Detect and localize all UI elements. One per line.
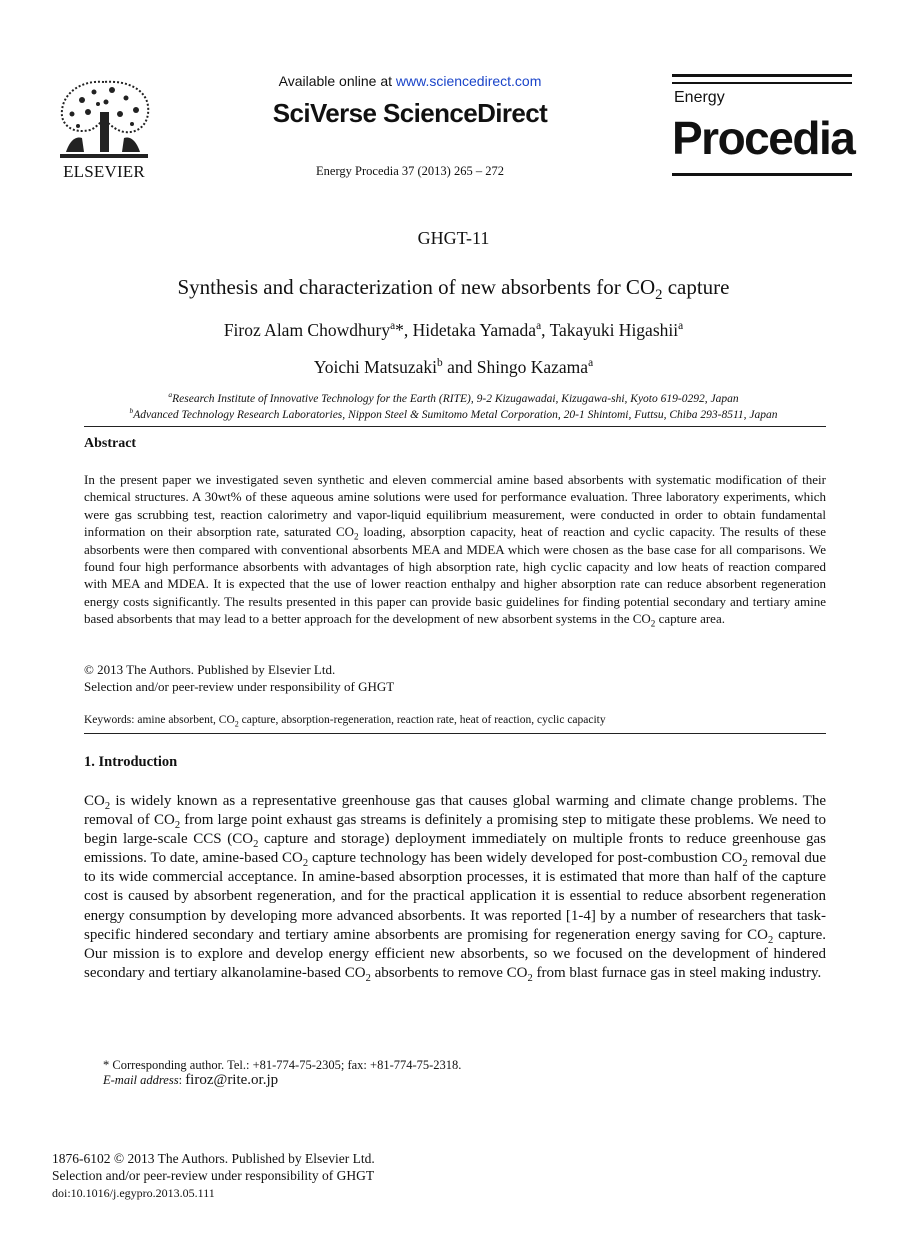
affiliation bbox=[0, 390, 907, 405]
author-affiliation-mark: a bbox=[536, 320, 542, 333]
body-text: from blast furnace gas in steel making industry. bbox=[532, 964, 822, 981]
corresponding-author-note: * Corresponding author. Tel.: +81-774-75-2305; fax: +81-774-75-2318. bbox=[103, 1058, 462, 1072]
subscript: 2 bbox=[767, 934, 774, 946]
affiliation-mark: b bbox=[129, 406, 134, 416]
footer-doi[interactable]: doi:10.1016/j.egypro.2013.05.111 bbox=[52, 1186, 215, 1200]
platform-logo: SciVerse ScienceDirect bbox=[272, 98, 548, 128]
subscript: 2 bbox=[354, 531, 359, 542]
subscript: 2 bbox=[253, 839, 259, 851]
author-separator: and bbox=[442, 357, 477, 377]
author-name: Yoichi Matsuzaki bbox=[313, 357, 438, 377]
logo-rule bbox=[672, 74, 852, 77]
keywords bbox=[84, 714, 826, 729]
footer-peer-review: Selection and/or peer-review under responsibility of GHGT bbox=[52, 1168, 375, 1183]
affiliation-text: Advanced Technology Research Laboratories, Nippon Steel & Sumitomo Metal Corporation, 20-1 Shintomi, Futtsu, Chiba 293-8511, Japan bbox=[133, 409, 778, 421]
introduction-body bbox=[84, 792, 826, 983]
body-text: is widely known as a representative greenhouse gas that causes global warming and climate change problems. The removal of CO bbox=[84, 793, 826, 829]
author-list bbox=[0, 357, 907, 378]
title-text: Synthesis and characterization of new absorbents for CO bbox=[177, 275, 656, 299]
author-separator: , bbox=[541, 320, 550, 340]
journal-reference: Energy Procedia 37 (2013) 265 – 272 bbox=[316, 164, 504, 178]
author-affiliation-mark: b bbox=[437, 357, 443, 370]
body-text: capture technology has been widely developed for post-combustion CO bbox=[308, 850, 743, 867]
title-subscript: 2 bbox=[655, 287, 663, 304]
logo-rule bbox=[672, 173, 852, 176]
author-name: Shingo Kazama bbox=[476, 357, 589, 377]
copyright-notice: © 2013 The Authors. Published by Elsevier Ltd. bbox=[84, 662, 336, 677]
email-separator: : bbox=[178, 1073, 186, 1087]
body-text: capture. Our mission is to explore and develop energy efficient new absorbents, so we focused on the development of hindered secondary and tertiary alkanolamine-based CO bbox=[84, 926, 826, 981]
subscript: 2 bbox=[365, 972, 371, 984]
author-name: Takayuki Higashii bbox=[549, 320, 679, 340]
body-text: from large point exhaust gas streams is definitely a promising step to mitigate these problems. We need to begin large-scale CCS (CO bbox=[84, 812, 826, 848]
paper-title bbox=[0, 275, 907, 304]
body-text: removal due to its wide commercial acceptance. In amine-based absorption processes, it is estimated that more than half of the capture cost is caused by absorbent regeneration, and for the practical application it is essential to reduce absorbent regeneration energy consumption by developing more advanced absorbents. It was reported [1-4] by a number of researchers that task-specific hindered secondary and tertiary amine absorbents are promising for regeneration energy saving for CO bbox=[84, 850, 827, 943]
affiliation bbox=[0, 406, 907, 421]
publisher-name: ELSEVIER bbox=[63, 162, 145, 181]
body-text: absorbents to remove CO bbox=[370, 964, 528, 981]
subscript: 2 bbox=[527, 972, 533, 984]
section-divider bbox=[84, 733, 826, 734]
subscript: 2 bbox=[302, 858, 309, 870]
author-name: Hidetaka Yamada bbox=[412, 320, 537, 340]
author-affiliation-mark: a bbox=[588, 357, 594, 370]
affiliation-mark: a bbox=[168, 390, 173, 400]
email-label: E-mail address bbox=[103, 1073, 179, 1087]
abstract-text: loading, absorption capacity, heat of reaction and cyclic capacity. The results of these absorbents were then compared with conventional absorbents MEA and MDEA which were chosen as the base case for all comparisons. We found four high performance absorbents with advantages of high absorption rate, high cyclic capacity and low heats of reaction compared with MEA and MDEA. It is expected that the use of lower reaction enthalpy and higher absorption rate can reduce absorbent regeneration energy costs significantly. The results presented in this paper can provide basic guidelines for finding potential secondary and tertiary amine based absorbents that may lead to a better approach for the development of new absorbent systems in the CO bbox=[84, 524, 827, 627]
subscript: 2 bbox=[104, 801, 111, 812]
abstract-text: capture area. bbox=[655, 611, 725, 627]
email-address[interactable]: firoz@rite.or.jp bbox=[185, 1072, 279, 1088]
author-affiliation-mark: a bbox=[390, 320, 396, 333]
subscript: 2 bbox=[174, 820, 181, 832]
author-separator: *, bbox=[395, 320, 413, 340]
conference-name: GHGT-11 bbox=[417, 228, 490, 248]
keywords-text: capture, absorption-regeneration, reaction rate, heat of reaction, cyclic capacity bbox=[238, 714, 606, 726]
author-list bbox=[0, 320, 907, 341]
abstract-text: In the present paper we investigated seven synthetic and eleven commercial amine based absorbents with systematic modification of their chemical structures. A 30wt% of these aqueous amine solutions were used for performance evaluation. Three laboratory experiments, which were gas scrubbing test, reaction calorimetry and vapor-liquid equilibrium measurement, were conducted in order to obtain fundamental information on their absorption rate, saturated CO bbox=[84, 472, 826, 540]
availability-prefix: Available online at bbox=[278, 73, 396, 89]
abstract-heading: Abstract bbox=[84, 436, 137, 451]
section-heading: 1. Introduction bbox=[84, 754, 178, 770]
elsevier-logo bbox=[52, 74, 156, 184]
logo-rule bbox=[672, 82, 852, 84]
email-note bbox=[103, 1072, 278, 1089]
keywords-text: Keywords: amine absorbent, CO bbox=[84, 714, 235, 726]
affiliation-text: Research Institute of Innovative Technology for the Earth (RITE), 9-2 Kizugawadai, Kizugawa-shi, Kyoto 619-0292, Japan bbox=[172, 393, 739, 405]
title-text: capture bbox=[662, 275, 730, 299]
author-name: Firoz Alam Chowdhury bbox=[223, 320, 391, 340]
body-text: capture and storage) deployment immediately on multiple fronts to reduce greenhouse gas emissions. To date, amine-based CO bbox=[84, 831, 826, 867]
elsevier-tree-icon bbox=[52, 74, 156, 160]
sciencedirect-link[interactable]: www.sciencedirect.com bbox=[395, 73, 542, 89]
journal-logo bbox=[672, 74, 855, 179]
subscript: 2 bbox=[234, 719, 239, 729]
body-text: CO bbox=[84, 793, 105, 809]
footer-issn: 1876-6102 © 2013 The Authors. Published by Elsevier Ltd. bbox=[52, 1151, 375, 1166]
peer-review-notice: Selection and/or peer-review under responsibility of GHGT bbox=[84, 679, 395, 694]
subscript: 2 bbox=[650, 618, 656, 629]
subscript: 2 bbox=[742, 858, 748, 870]
journal-logo-line2: Procedia bbox=[672, 112, 855, 164]
availability-line bbox=[250, 73, 570, 89]
section-divider bbox=[84, 426, 826, 427]
journal-logo-line1: Energy bbox=[674, 89, 725, 106]
author-affiliation-mark: a bbox=[678, 320, 684, 333]
abstract-body bbox=[84, 471, 826, 628]
